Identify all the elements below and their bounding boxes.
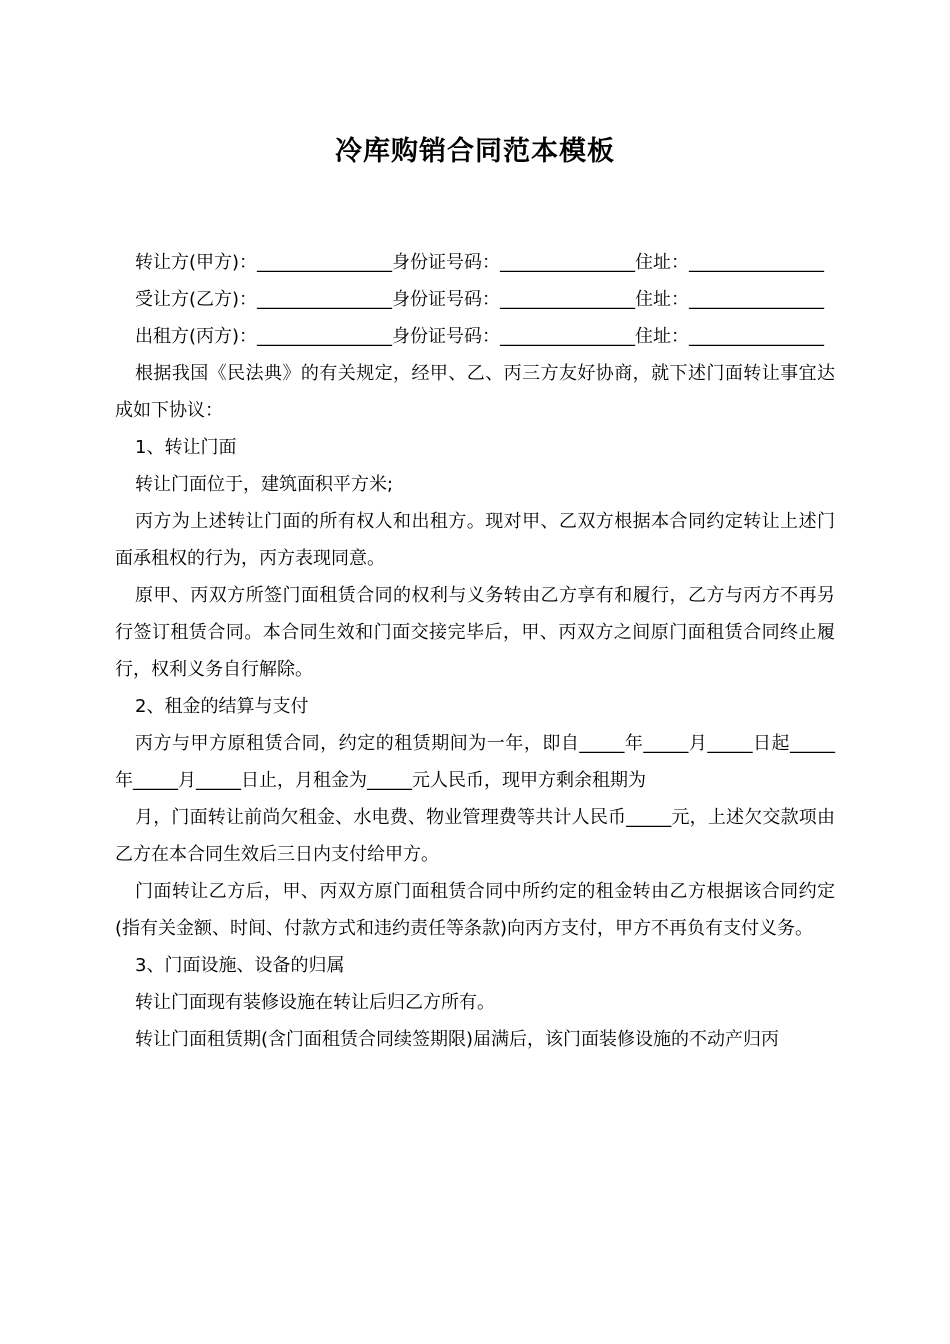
intro-paragraph: 根据我国《民法典》的有关规定，经甲、乙、丙三方友好协商，就下述门面转让事宜达成如下协议：: [115, 363, 835, 421]
document-body: [115, 244, 835, 1058]
section-heading: 2、租金的结算与支付: [135, 696, 309, 717]
document-title: 冷库购销合同范本模板: [335, 136, 615, 167]
party-transferee-line: 受让方(乙方)：_______________身份证号码：_______________住址：_______________: [135, 289, 825, 310]
paragraph: 转让门面租赁期(含门面租赁合同续签期限)届满后，该门面装修设施的不动产归丙: [135, 1029, 780, 1050]
paragraph: 原甲、丙双方所签门面租赁合同的权利与义务转由乙方享有和履行，乙方与丙方不再另行签订租赁合同。本合同生效和门面交接完毕后，甲、丙双方之间原门面租赁合同终止履行，权利义务自行解除。: [115, 585, 835, 680]
paragraph: 转让门面现有装修设施在转让后归乙方所有。: [135, 992, 495, 1013]
party-transferor-line: 转让方(甲方)：_______________身份证号码：_______________住址：_______________: [135, 252, 825, 273]
paragraph: 转让门面位于，建筑面积平方米;: [135, 474, 394, 495]
paragraph: 门面转让乙方后，甲、丙双方原门面租赁合同中所约定的租金转由乙方根据该合同约定(指有关金额、时间、付款方式和违约责任等条款)向丙方支付，甲方不再负有支付义务。: [115, 881, 835, 939]
section-heading: 3、门面设施、设备的归属: [135, 955, 345, 976]
paragraph: 丙方为上述转让门面的所有权人和出租方。现对甲、乙双方根据本合同约定转让上述门面承租权的行为，丙方表现同意。: [115, 511, 835, 569]
section-heading: 1、转让门面: [135, 437, 237, 458]
paragraph: 丙方与甲方原租赁合同，约定的租赁期间为一年，即自_____年_____月_____日起_____年_____月_____日止，月租金为_____元人民币，现甲方剩余租期为: [115, 733, 835, 791]
party-lessor-line: 出租方(丙方)：_______________身份证号码：_______________住址：_______________: [135, 326, 825, 347]
paragraph: 月，门面转让前尚欠租金、水电费、物业管理费等共计人民币_____元，上述欠交款项由乙方在本合同生效后三日内支付给甲方。: [115, 807, 835, 865]
